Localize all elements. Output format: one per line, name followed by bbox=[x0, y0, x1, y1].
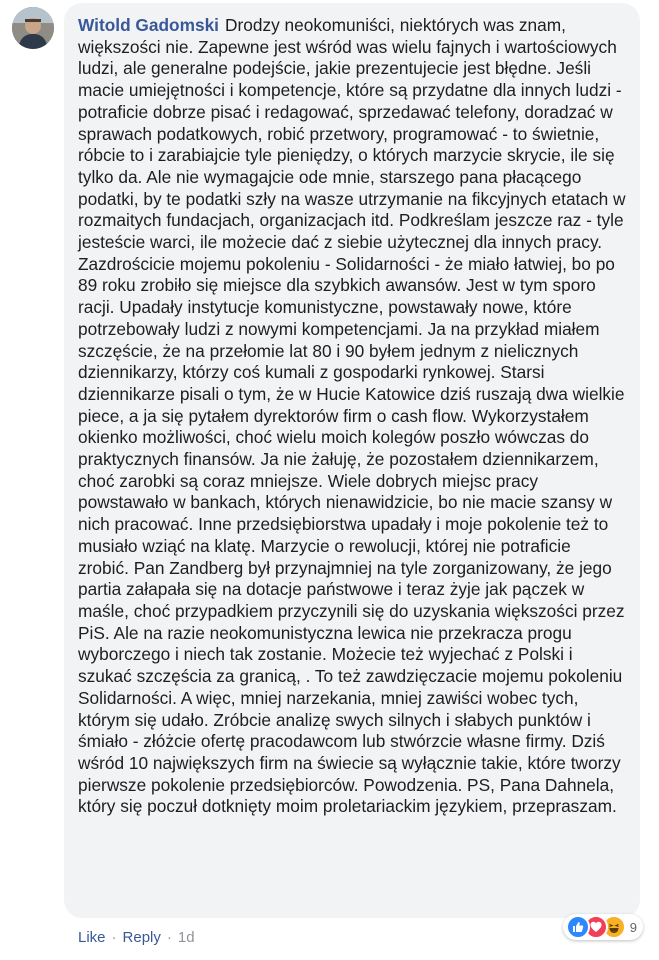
like-link[interactable]: Like bbox=[78, 929, 106, 946]
reactions-summary[interactable] bbox=[563, 914, 643, 940]
reply-link[interactable]: Reply bbox=[122, 929, 161, 946]
comment-body bbox=[78, 15, 626, 818]
comment-actions bbox=[78, 929, 195, 946]
like-icon bbox=[566, 915, 590, 939]
comment-bubble bbox=[64, 3, 640, 918]
timestamp[interactable]: 1d bbox=[177, 929, 195, 946]
reaction-count: 9 bbox=[629, 919, 637, 935]
separator-dot: · bbox=[111, 929, 117, 946]
avatar-photo-icon bbox=[12, 7, 54, 49]
author-name[interactable]: Witold Gadomski bbox=[78, 15, 219, 35]
comment-text: Drodzy neokomuniści, niektórych was znam, większości nie. Zapewne jest wśród was wielu fajnych i wartościowych ludzi, ale generalne podejście, jakie prezentujecie jest błędne. Jeśli macie umiejętności i kompetencje, które są przydatne dla innych ludzi - potraficie dobrze pisać i redagować, sprzedawać telefony, doradzać w sprawach podatkowych, robić przetwory, programować - to świetnie, róbcie to i zarabiajcie tyle pieniędzy, o których marzycie skrycie, ile się tylko da. Ale nie wymagajcie ode mnie, starszego pana płacącego podatki, by te podatki szły na wasze utrzymanie na fikcyjnych etatach w rozmaitych fundacjach, organizacjach itd. Podkreślam jeszcze raz - tyle jesteście warci, ile możecie dać z siebie użytecznej dla innych pracy. Zazdrościcie mojemu pokoleniu - Solidarności - że miało łatwiej, bo po 89 roku zrobiło się miejsce dla szybkich awansów. Jest w tym sporo racji. Upadały instytucje komunistyczne, powstawały nowe, które potrzebowały ludzi z nowymi kompetencjami. Ja na przykład miałem szczęście, że na przełomie lat 80 i 90 byłem jednym z nielicznych dziennikarzy, którzy coś kumali z gospodarki rynkowej. Starsi dziennikarze pisali o tym, że w Hucie Katowice dziś ruszają dwa wielkie piece, a ja się pytałem dyrektorów firm o cash flow. Wykorzystałem okienko możliwości, choć wielu moich kolegów poszło wówczas do praktycznych finansów. Ja nie żałuję, że pozostałem dziennikarzem, choć zarobki są coraz mniejsze. Wiele dobrych miejsc pracy powstawało w bankach, których nienawidzicie, bo nie macie szansy w nich pracować. Inne przedsiębiorstwa upadały i moje pokolenie też to musiało wziąć na klatę. Marzycie o rewolucji, której nie potraficie zrobić. Pan Zandberg był przynajmniej na tyle zorganizowany, że jego partia załapała się na dotacje państwowe i teraz żyje jak pączek w maśle, choć przypadkiem przyczynili się do uzyskania większości przez PiS. Ale na razie neokomunistyczna lewica nie przekracza progu wyborczego i niech tak zostanie. Możecie też wyjechać z Polski i szukać szczęścia za granicą, . To też zawdzięczacie mojemu pokoleniu Solidarności. A więc, mniej narzekania, mniej zawiści wobec tych, którym się udało. Zróbcie analizę swych silnych i słabych punktów i śmiało - złóżcie ofertę pracodawcom lub stwórzcie własne firmy. Dziś wśród 10 największych firm na świecie są wyłącznie takie, które tworzy pierwsze pokolenie przedsiębiorców. Powodzenia. PS, Pana Dahnela, który się poczuł dotknięty moim proletariackim językiem, przepraszam. bbox=[78, 15, 626, 817]
separator-dot: · bbox=[166, 929, 172, 946]
avatar[interactable] bbox=[12, 7, 54, 49]
